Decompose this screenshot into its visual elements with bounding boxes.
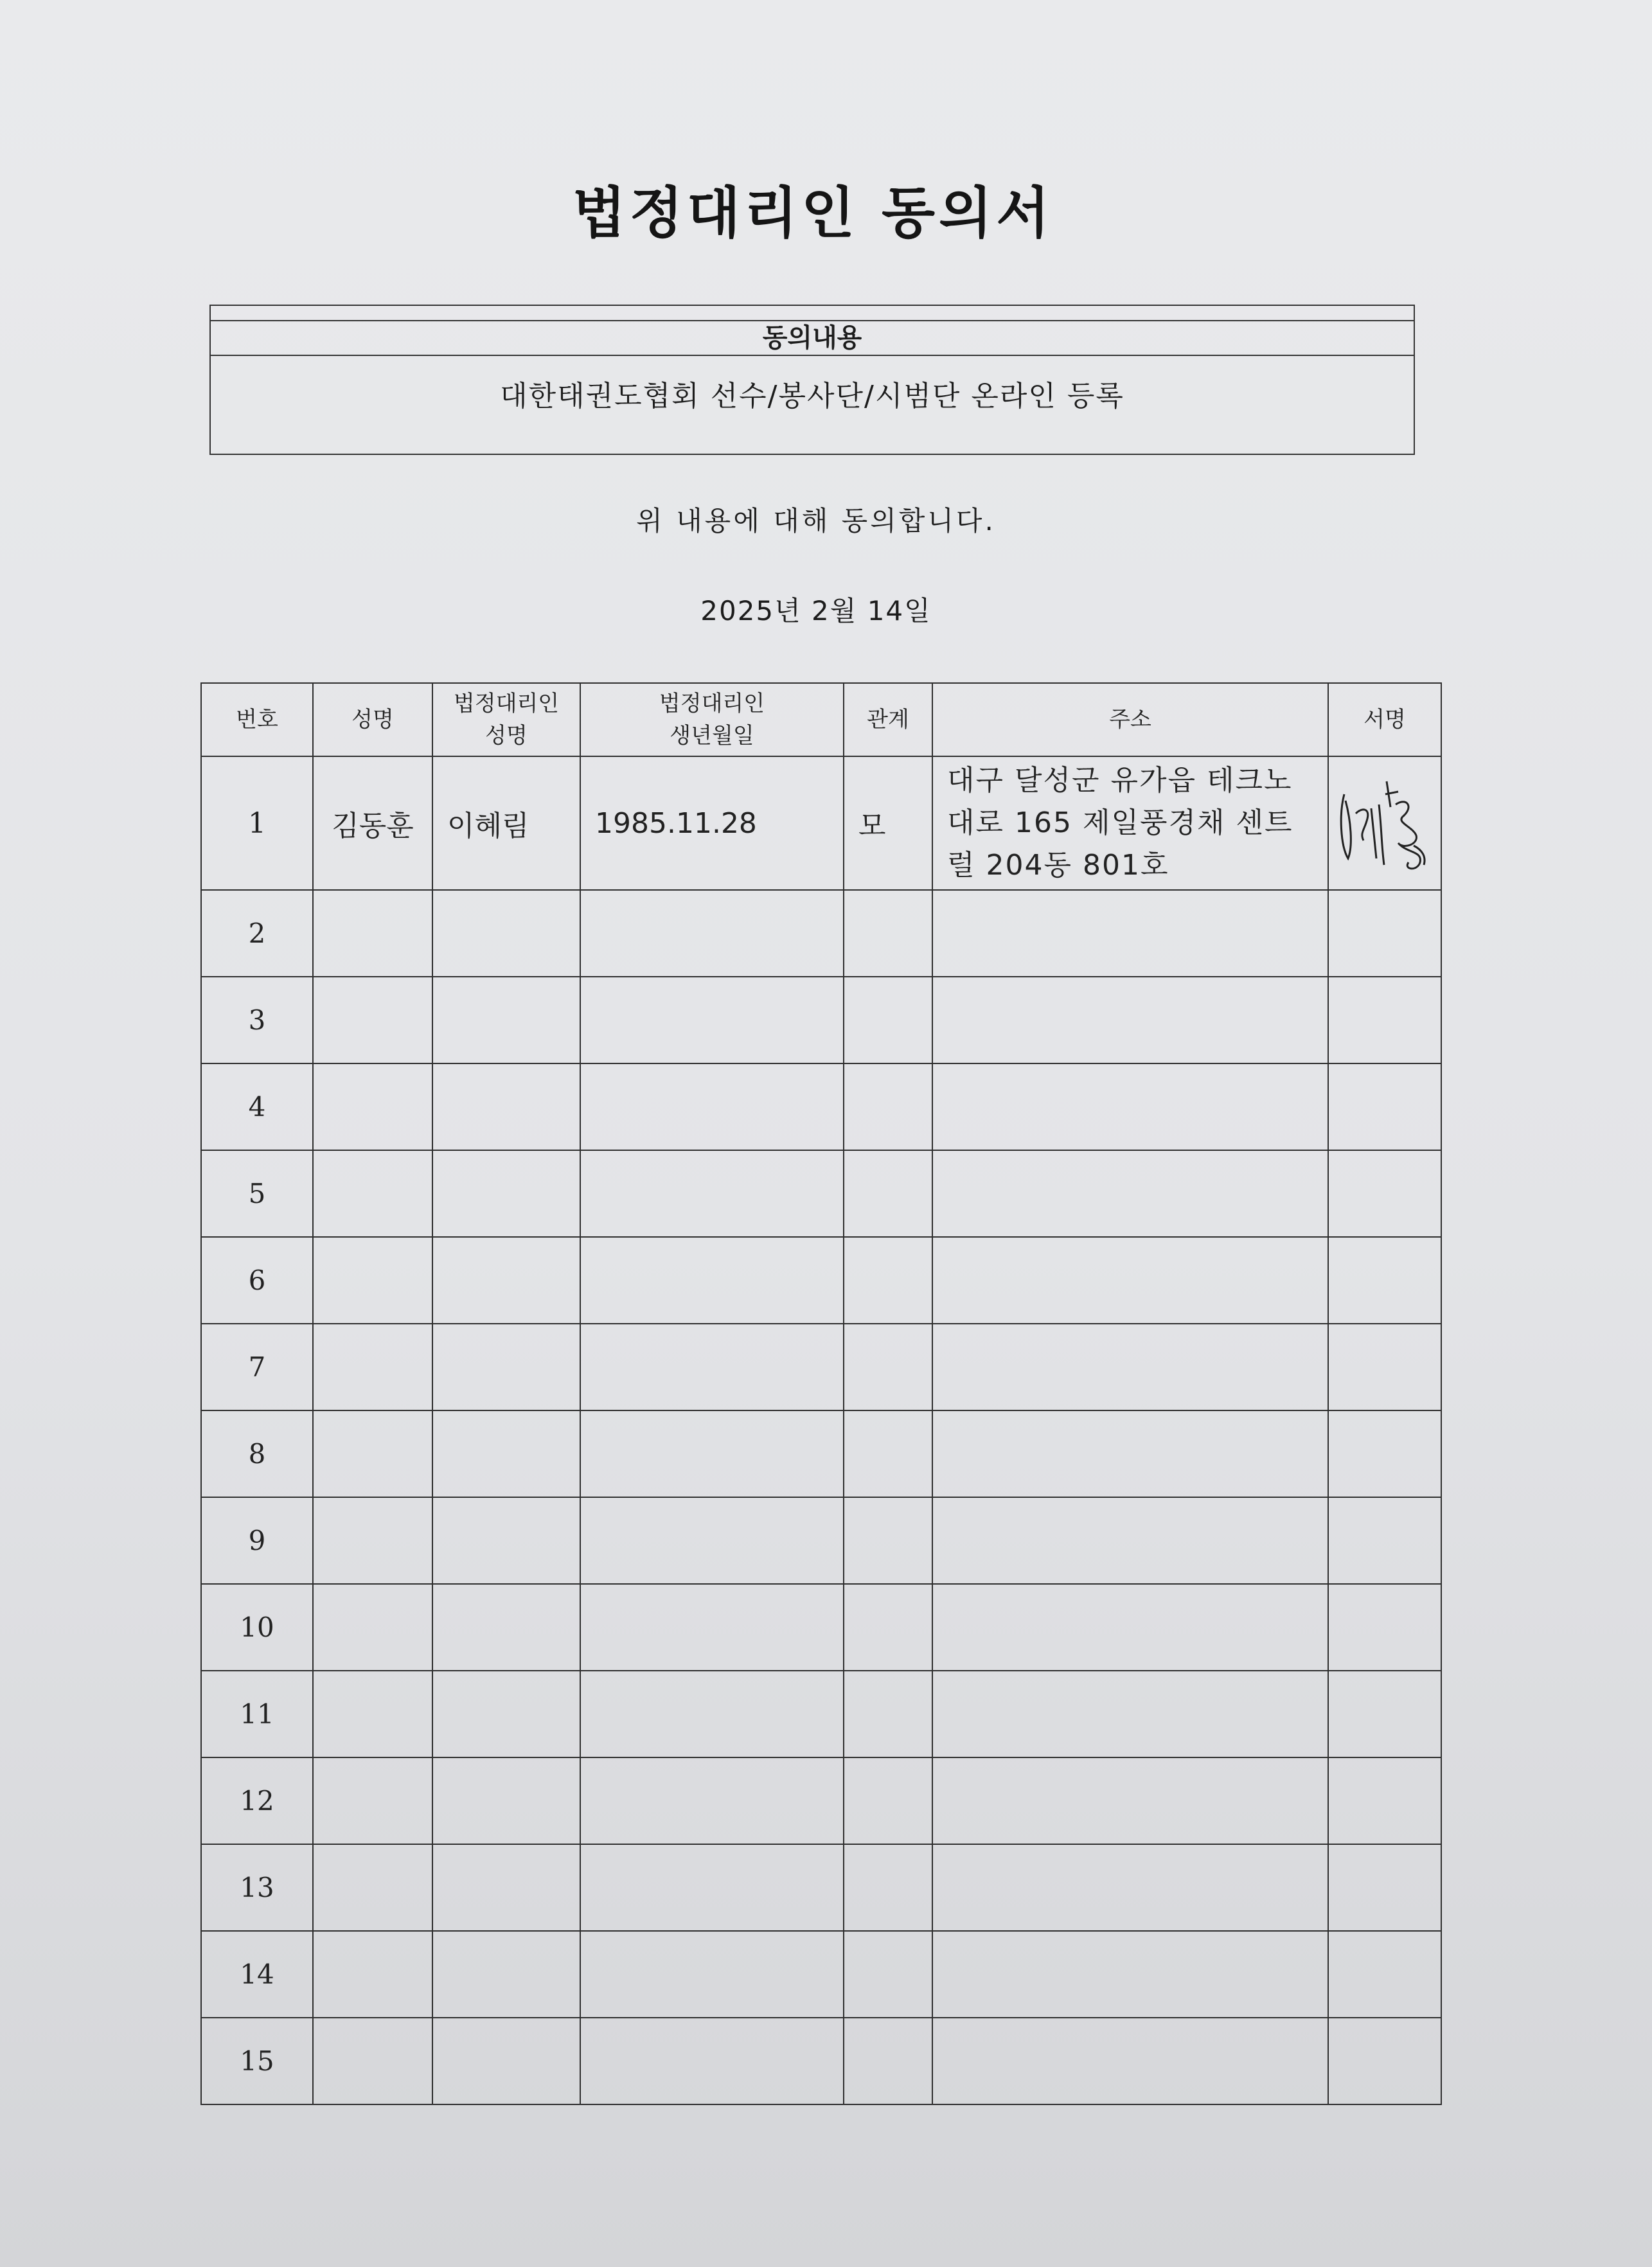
cell-guardian-name: 이혜림 <box>432 756 580 890</box>
table-row <box>201 1584 1441 1671</box>
cell-guardian-name <box>432 1844 580 1931</box>
header-relation: 관계 <box>844 683 932 756</box>
cell-guardian-birth <box>580 1931 844 2018</box>
cell-no: 15 <box>201 2018 313 2104</box>
cell-guardian-birth <box>580 1150 844 1237</box>
table-row <box>201 1324 1441 1410</box>
cell-guardian-name <box>432 1410 580 1497</box>
cell-address <box>932 1931 1328 2018</box>
cell-guardian-birth <box>580 2018 844 2104</box>
header-guardian-birth <box>580 683 844 756</box>
cell-relation <box>844 1671 932 1757</box>
cell-no: 6 <box>201 1237 313 1324</box>
cell-signature <box>1328 1931 1441 2018</box>
cell-signature <box>1328 977 1441 1063</box>
cell-address <box>932 1237 1328 1324</box>
cell-guardian-name <box>432 1150 580 1237</box>
cell-guardian-name <box>432 890 580 977</box>
cell-address <box>932 1757 1328 1844</box>
cell-relation <box>844 1324 932 1410</box>
cell-no: 4 <box>201 1063 313 1150</box>
consent-text: 대한태권도협회 선수/봉사단/시범단 온라인 등록 <box>500 380 1124 413</box>
cell-address: 대구 달성군 유가읍 테크노대로 165 제일풍경채 센트럴 204동 801호 <box>932 756 1328 890</box>
table-row <box>201 1410 1441 1497</box>
cell-address <box>932 1584 1328 1671</box>
table-row <box>201 2018 1441 2104</box>
cell-guardian-birth <box>580 1324 844 1410</box>
cell-guardian-name <box>432 2018 580 2104</box>
table-row <box>201 1237 1441 1324</box>
table-row <box>201 1497 1441 1584</box>
header-guardian-name-line2: 성명 <box>485 723 528 749</box>
cell-no: 7 <box>201 1324 313 1410</box>
cell-guardian-name <box>432 1584 580 1671</box>
table-row <box>201 756 1441 890</box>
table-row <box>201 1931 1441 2018</box>
cell-address <box>932 1844 1328 1931</box>
document-title: 법정대리인 동의서 <box>572 181 1054 245</box>
cell-guardian-birth <box>580 1584 844 1671</box>
cell-signature <box>1328 1757 1441 1844</box>
handwritten-signature <box>1337 769 1433 878</box>
cell-relation <box>844 1584 932 1671</box>
cell-guardian-name <box>432 1237 580 1324</box>
cell-no: 9 <box>201 1497 313 1584</box>
cell-address <box>932 2018 1328 2104</box>
cell-relation <box>844 890 932 977</box>
cell-signature <box>1328 1584 1441 1671</box>
cell-guardian-birth: 1985.11.28 <box>580 756 844 890</box>
cell-address <box>932 977 1328 1063</box>
table-row <box>201 1063 1441 1150</box>
header-address: 주소 <box>932 683 1328 756</box>
header-name: 성명 <box>313 683 432 756</box>
header-no: 번호 <box>201 683 313 756</box>
cell-name <box>313 1150 432 1237</box>
cell-no: 14 <box>201 1931 313 2018</box>
cell-no: 3 <box>201 977 313 1063</box>
cell-guardian-name <box>432 1931 580 2018</box>
table-header-row <box>201 683 1441 756</box>
cell-address <box>932 1063 1328 1150</box>
cell-guardian-name <box>432 1671 580 1757</box>
cell-name: 김동훈 <box>313 756 432 890</box>
table-row <box>201 1671 1441 1757</box>
cell-guardian-name <box>432 1757 580 1844</box>
cell-guardian-birth <box>580 1063 844 1150</box>
cell-relation <box>844 2018 932 2104</box>
cell-name <box>313 1324 432 1410</box>
agreement-statement: 위 내용에 대해 동의합니다. <box>636 505 996 537</box>
cell-no: 12 <box>201 1757 313 1844</box>
header-signature: 서명 <box>1328 683 1441 756</box>
header-guardian-name-line1: 법정대리인 <box>453 691 560 716</box>
cell-no: 10 <box>201 1584 313 1671</box>
cell-guardian-name <box>432 1324 580 1410</box>
table-row <box>201 977 1441 1063</box>
cell-signature <box>1328 1671 1441 1757</box>
cell-address <box>932 1497 1328 1584</box>
cell-relation: 모 <box>844 756 932 890</box>
cell-guardian-birth <box>580 1671 844 1757</box>
cell-address <box>932 890 1328 977</box>
cell-address <box>932 1324 1328 1410</box>
cell-name <box>313 1584 432 1671</box>
table-row <box>201 1844 1441 1931</box>
cell-relation <box>844 1063 932 1150</box>
cell-name <box>313 1063 432 1150</box>
table-row <box>201 1150 1441 1237</box>
cell-no: 5 <box>201 1150 313 1237</box>
cell-address <box>932 1671 1328 1757</box>
cell-signature <box>1328 1410 1441 1497</box>
cell-guardian-birth <box>580 890 844 977</box>
cell-name <box>313 890 432 977</box>
cell-address <box>932 1410 1328 1497</box>
cell-name <box>313 1757 432 1844</box>
cell-signature <box>1328 1497 1441 1584</box>
cell-guardian-birth <box>580 1237 844 1324</box>
cell-relation <box>844 1757 932 1844</box>
cell-name <box>313 1497 432 1584</box>
cell-signature <box>1328 1150 1441 1237</box>
table-row <box>201 890 1441 977</box>
cell-no: 2 <box>201 890 313 977</box>
cell-name <box>313 2018 432 2104</box>
cell-signature <box>1328 890 1441 977</box>
cell-name <box>313 1671 432 1757</box>
table-row <box>201 1757 1441 1844</box>
cell-name <box>313 977 432 1063</box>
cell-guardian-birth <box>580 1497 844 1584</box>
consent-header: 동의내용 <box>211 320 1414 356</box>
cell-signature <box>1328 1324 1441 1410</box>
cell-name <box>313 1410 432 1497</box>
cell-name <box>313 1237 432 1324</box>
cell-no: 8 <box>201 1410 313 1497</box>
cell-relation <box>844 977 932 1063</box>
cell-address <box>932 1150 1328 1237</box>
cell-signature <box>1328 1237 1441 1324</box>
cell-no: 11 <box>201 1671 313 1757</box>
cell-guardian-birth <box>580 1410 844 1497</box>
header-guardian-birth-line1: 법정대리인 <box>659 691 765 716</box>
cell-guardian-name <box>432 1063 580 1150</box>
cell-guardian-name <box>432 1497 580 1584</box>
document-date: 2025년 2월 14일 <box>700 595 932 627</box>
cell-signature <box>1328 2018 1441 2104</box>
cell-relation <box>844 1150 932 1237</box>
cell-guardian-name <box>432 977 580 1063</box>
cell-signature <box>1328 1844 1441 1931</box>
table-body <box>201 756 1441 2104</box>
cell-relation <box>844 1410 932 1497</box>
header-guardian-name <box>432 683 580 756</box>
guardian-table <box>200 682 1442 2105</box>
cell-relation <box>844 1844 932 1931</box>
cell-name <box>313 1844 432 1931</box>
cell-guardian-birth <box>580 1844 844 1931</box>
header-guardian-birth-line2: 생년월일 <box>670 723 754 749</box>
cell-signature <box>1328 1063 1441 1150</box>
consent-box <box>209 305 1415 455</box>
cell-relation <box>844 1497 932 1584</box>
cell-signature <box>1328 756 1441 890</box>
cell-no: 13 <box>201 1844 313 1931</box>
cell-guardian-birth <box>580 977 844 1063</box>
cell-name <box>313 1931 432 2018</box>
cell-guardian-birth <box>580 1757 844 1844</box>
cell-relation <box>844 1237 932 1324</box>
cell-no: 1 <box>201 756 313 890</box>
cell-relation <box>844 1931 932 2018</box>
